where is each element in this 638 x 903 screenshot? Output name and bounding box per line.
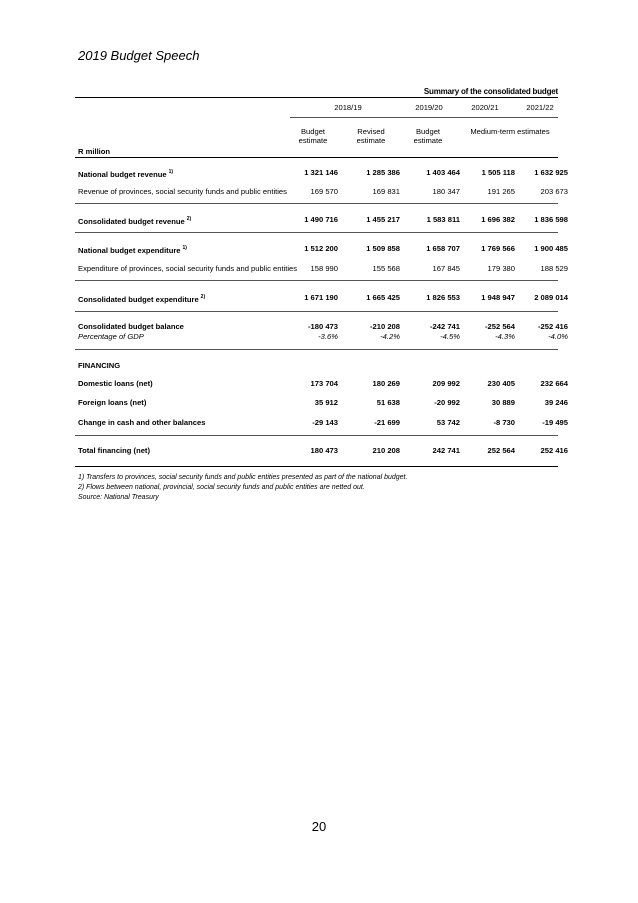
table-cell: 39 246 [544, 398, 568, 407]
table-title: Summary of the consolidated budget [423, 87, 558, 96]
table-cell: -4.2% [380, 332, 400, 341]
row-divider [75, 435, 558, 436]
table-cell: 30 889 [491, 398, 515, 407]
subheader-budget-estimate: Budget estimate [298, 127, 328, 145]
table-cell: 210 208 [372, 446, 400, 455]
row-label-foreign-loans: Foreign loans (net) [78, 398, 147, 407]
section-label-financing: FINANCING [78, 361, 121, 370]
table-cell: -8 730 [493, 418, 515, 427]
subheader-budget-estimate-2019: Budget estimate [413, 127, 443, 145]
year-header-2021-22: 2021/22 [526, 103, 554, 112]
table-cell: 209 992 [432, 379, 460, 388]
table-cell: 169 570 [310, 187, 338, 196]
row-label-domestic-loans: Domestic loans (net) [78, 379, 153, 388]
table-cell: 232 664 [540, 379, 568, 388]
unit-label: R million [78, 147, 111, 156]
table-cell: 191 265 [487, 187, 515, 196]
table-cell: 51 638 [376, 398, 400, 407]
row-label-expenditure-provinces: Expenditure of provinces, social security funds and public entities [78, 264, 298, 273]
table-cell: 1 583 811 [426, 215, 460, 224]
table-cell: 173 704 [310, 379, 338, 388]
table-cell: -19 495 [542, 418, 568, 427]
table-cell: -252 416 [538, 322, 568, 331]
page-number: 20 [311, 819, 327, 834]
table-cell: 1 826 553 [426, 293, 460, 302]
table-cell: 1 285 386 [366, 168, 400, 177]
table-cell: 155 568 [372, 264, 400, 273]
row-label-revenue-provinces: Revenue of provinces, social security funds and public entities [78, 187, 287, 196]
table-cell: 188 529 [540, 264, 568, 273]
table-cell: -252 564 [485, 322, 515, 331]
table-cell: 35 912 [314, 398, 338, 407]
row-divider [75, 203, 558, 204]
row-label-total-financing: Total financing (net) [78, 446, 150, 455]
table-cell: 1 658 707 [426, 244, 460, 253]
table-cell: -3.6% [318, 332, 338, 341]
header-bottom-rule [75, 157, 558, 158]
footnote-1: 1) Transfers to provinces, social security funds and public entities presented as part of the national budget. [78, 474, 408, 481]
footnote-ref: 1) [182, 245, 187, 251]
year-header-2019-20: 2019/20 [415, 103, 443, 112]
document-header: 2019 Budget Speech [78, 48, 200, 63]
table-cell: 2 089 014 [534, 293, 568, 302]
table-cell: 252 564 [487, 446, 515, 455]
table-cell: 1 948 947 [481, 293, 515, 302]
table-cell: 1 509 858 [366, 244, 400, 253]
header-sub-rule [290, 117, 558, 118]
row-label-change-in-cash: Change in cash and other balances [78, 418, 206, 427]
table-cell: 1 632 925 [534, 168, 568, 177]
source-note: Source: National Treasury [78, 494, 159, 501]
year-header-2020-21: 2020/21 [471, 103, 499, 112]
row-label-consolidated-budget-balance: Consolidated budget balance [78, 322, 184, 331]
row-divider [75, 280, 558, 281]
table-cell: 1 490 716 [304, 215, 338, 224]
table-cell: 1 455 217 [366, 215, 400, 224]
footnote-ref: 2) [186, 216, 192, 222]
table-cell: 180 347 [432, 187, 460, 196]
row-label-percentage-of-gdp: Percentage of GDP [78, 332, 144, 341]
table-cell: -4.3% [495, 332, 515, 341]
table-cell: 252 416 [540, 446, 568, 455]
table-cell: 242 741 [432, 446, 460, 455]
table-cell: 167 845 [432, 264, 460, 273]
footnote-ref: 2) [200, 294, 206, 300]
table-cell: -4.5% [440, 332, 460, 341]
table-bottom-rule [75, 466, 558, 467]
table-cell: -21 699 [374, 418, 400, 427]
footnote-ref: 1) [168, 169, 174, 175]
table-cell: -180 473 [308, 322, 338, 331]
row-label-text: National budget expenditure [78, 246, 181, 255]
row-divider [75, 311, 558, 312]
table-cell: 1 512 200 [304, 244, 338, 253]
subheader-medium-term-estimates: Medium-term estimates [470, 127, 550, 136]
table-cell: -20 992 [434, 398, 460, 407]
table-cell: 1 900 485 [534, 244, 568, 253]
table-cell: -29 143 [312, 418, 338, 427]
table-cell: 203 673 [540, 187, 568, 196]
table-top-rule [75, 97, 558, 98]
row-divider [75, 232, 558, 233]
subheader-revised-estimate: Revised estimate [356, 127, 386, 145]
table-cell: 169 831 [372, 187, 400, 196]
table-cell: 53 742 [436, 418, 460, 427]
row-label-consolidated-budget-expenditure [78, 293, 205, 304]
table-cell: 1 836 598 [534, 215, 568, 224]
table-cell: 1 769 566 [481, 244, 515, 253]
table-cell: 1 403 464 [426, 168, 460, 177]
table-cell: -242 741 [430, 322, 460, 331]
row-label-national-budget-revenue [78, 168, 173, 179]
row-label-text: Consolidated budget expenditure [78, 295, 199, 304]
year-header-2018-19: 2018/19 [334, 103, 362, 112]
table-cell: 179 380 [487, 264, 515, 273]
row-label-text: National budget revenue [78, 170, 167, 179]
table-cell: 180 269 [372, 379, 400, 388]
table-cell: 230 405 [487, 379, 515, 388]
table-cell: 1 505 118 [481, 168, 515, 177]
row-label-national-budget-expenditure [78, 244, 187, 255]
table-cell: 1 665 425 [366, 293, 400, 302]
table-cell: -4.0% [548, 332, 568, 341]
table-cell: 1 696 382 [481, 215, 515, 224]
row-divider [75, 349, 558, 350]
table-cell: -210 208 [370, 322, 400, 331]
table-cell: 158 990 [310, 264, 338, 273]
table-cell: 1 321 146 [304, 168, 338, 177]
row-label-consolidated-budget-revenue [78, 215, 191, 226]
table-cell: 1 671 190 [304, 293, 338, 302]
table-cell: 180 473 [310, 446, 338, 455]
footnote-2: 2) Flows between national, provincial, social security funds and public entities are netted out. [78, 484, 365, 491]
row-label-text: Consolidated budget revenue [78, 217, 185, 226]
